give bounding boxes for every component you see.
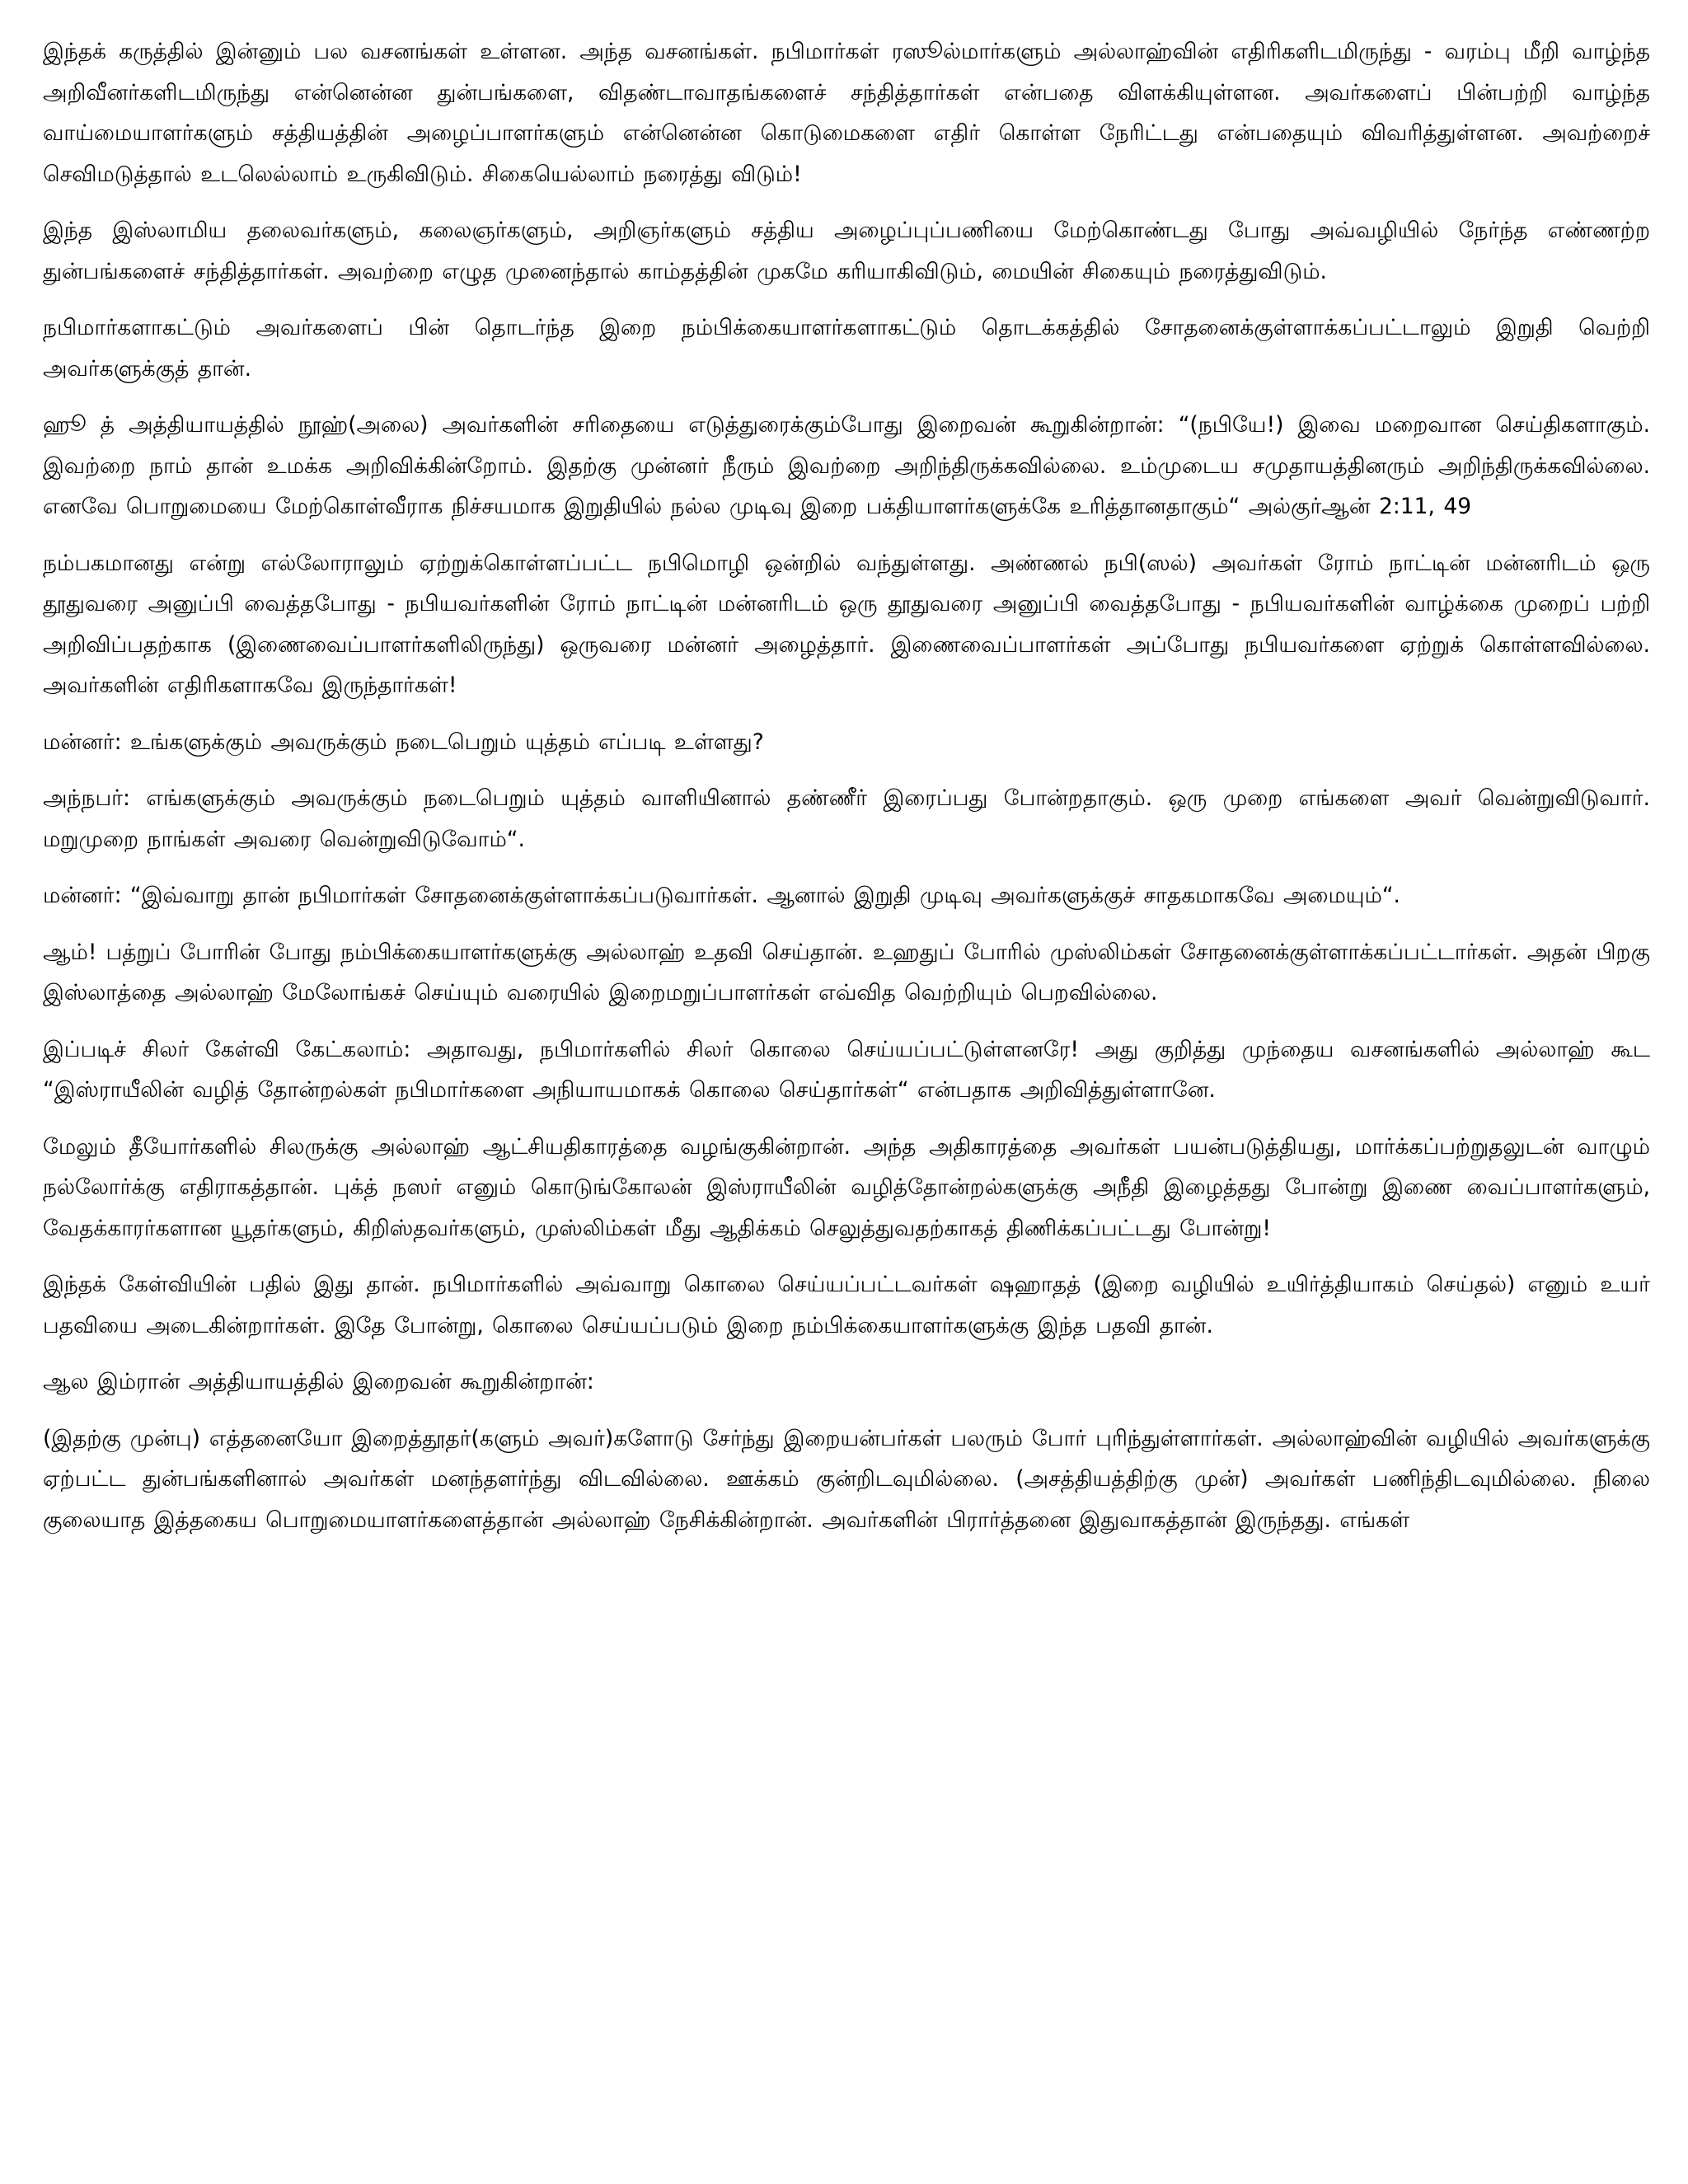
paragraph-3: நபிமார்களாகட்டும் அவர்களைப் பின் தொடர்ந்த இறை நம்பிக்கையாளர்களாகட்டும் தொடக்கத்தில் சோதனைக்குள்ளாக்கப்பட்டாலும் இறுதி வெற்றி அவர்களுக்குத் தான். [43,315,1650,382]
paragraph-5: நம்பகமானது என்று எல்லோராலும் ஏற்றுக்கொள்ளப்பட்ட நபிமொழி ஒன்றில் வந்துள்ளது. அண்ணல் நபி(ஸல்) அவர்கள் ரோம் நாட்டின் மன்னரிடம் ஒரு தூதுவரை அனுப்பி வைத்தபோது - நபியவர்களின் ரோம் நாட்டின் மன்னரிடம் ஒரு தூதுவரை அனுப்பி வைத்தபோது - நபியவர்களின் வாழ்க்கை முறைப் பற்றி அறிவிப்பதற்காக (இணைவைப்பாளர்களிலிருந்து) ஒருவரை மன்னர் அழைத்தார். இணைவைப்பாளர்கள் அப்போது நபியவர்களை ஏற்றுக் கொள்ளவில்லை. அவர்களின் எதிரிகளாகவே இருந்தார்கள்! [43,550,1650,698]
paragraph-1: இந்தக் கருத்தில் இன்னும் பல வசனங்கள் உள்ளன. அந்த வசனங்கள். நபிமார்கள் ரஸூல்மார்களும் அல்லாஹ்வின் எதிரிகளிடமிருந்து - வரம்பு மீறி வாழ்ந்த அறிவீனர்களிடமிருந்து என்னென்ன துன்பங்களை, விதண்டாவாதங்களைச் சந்தித்தார்கள் என்பதை விளக்கியுள்ளன. அவர்களைப் பின்பற்றி வாழ்ந்த வாய்மையாளர்களும் சத்தியத்தின் அழைப்பாளர்களும் என்னென்ன கொடுமைகளை எதிர் கொள்ள நேரிட்டது என்பதையும் விவரித்துள்ளன. அவற்றைச் செவிமடுத்தால் உடலெல்லாம் உருகிவிடும். சிகையெல்லாம் நரைத்து விடும்! [43,39,1650,187]
paragraph-13: ஆல இம்ரான் அத்தியாயத்தில் இறைவன் கூறுகின்றான்: [43,1369,594,1394]
paragraph-7: அந்நபர்: எங்களுக்கும் அவருக்கும் நடைபெறும் யுத்தம் வாளியினால் தண்ணீர் இரைப்பது போன்றதாகும். ஒரு முறை எங்களை அவர் வென்றுவிடுவார். மறுமுறை நாங்கள் அவரை வென்றுவிடுவோம்“. [43,785,1650,852]
paragraph-14: (இதற்கு முன்பு) எத்தனையோ இறைத்தூதர்(களும் அவர்)களோடு சேர்ந்து இறையன்பர்கள் பலரும் போர் புரிந்துள்ளார்கள். அல்லாஹ்வின் வழியில் அவர்களுக்கு ஏற்பட்ட துன்பங்களினால் அவர்கள் மனந்தளர்ந்து விடவில்லை. ஊக்கம் குன்றிடவுமில்லை. (அசத்தியத்திற்கு முன்) அவர்கள் பணிந்திடவுமில்லை. நிலை குலையாத இத்தகைய பொறுமையாளர்களைத்தான் அல்லாஹ் நேசிக்கின்றான். அவர்களின் பிரார்த்தனை இதுவாகத்தான் இருந்தது. எங்கள் [43,1425,1650,1533]
paragraph-2: இந்த இஸ்லாமிய தலைவர்களும், கலைஞர்களும், அறிஞர்களும் சத்திய அழைப்புப்பணியை மேற்கொண்டது போது அவ்வழியில் நேர்ந்த எண்ணற்ற துன்பங்களைச் சந்தித்தார்கள். அவற்றை எழுத முனைந்தால் காம்தத்தின் முகமே கரியாகிவிடும், மையின் சிகையும் நரைத்துவிடும். [43,218,1650,284]
paragraph-6: மன்னர்: உங்களுக்கும் அவருக்கும் நடைபெறும் யுத்தம் எப்படி உள்ளது? [43,729,764,755]
paragraph-9: ஆம்! பத்றுப் போரின் போது நம்பிக்கையாளர்களுக்கு அல்லாஹ் உதவி செய்தான். உஹதுப் போரில் முஸ்லிம்கள் சோதனைக்குள்ளாக்கப்பட்டார்கள். அதன் பிறகு இஸ்லாத்தை அல்லாஹ் மேலோங்கச் செய்யும் வரையில் இறைமறுப்பாளர்கள் எவ்வித வெற்றியும் பெறவில்லை. [43,939,1650,1005]
paragraph-4: ஹூ த் அத்தியாயத்தில் நூஹ்(அலை) அவர்களின் சரிதையை எடுத்துரைக்கும்போது இறைவன் கூறுகின்றான்: “(நபியே!) இவை மறைவான செய்திகளாகும். இவற்றை நாம் தான் உமக்க அறிவிக்கின்றோம். இதற்கு முன்னர் நீரும் இவற்றை அறிந்திருக்கவில்லை. உம்முடைய சமுதாயத்தினரும் அறிந்திருக்கவில்லை. எனவே பொறுமையை மேற்கொள்வீராக நிச்சயமாக இறுதியில் நல்ல முடிவு இறை பக்தியாளர்களுக்கே உரித்தானதாகும்“ அல்குர்ஆன் 2:11, 49 [43,412,1650,519]
paragraph-10: இப்படிச் சிலர் கேள்வி கேட்கலாம்: அதாவது, நபிமார்களில் சிலர் கொலை செய்யப்பட்டுள்ளனரே! அது குறித்து முந்தைய வசனங்களில் அல்லாஹ் கூட “இஸ்ராயீலின் வழித் தோன்றல்கள் நபிமார்களை அநியாயமாகக் கொலை செய்தார்கள்“ என்பதாக அறிவித்துள்ளானே. [43,1036,1650,1103]
paragraph-12: இந்தக் கேள்வியின் பதில் இது தான். நபிமார்களில் அவ்வாறு கொலை செய்யப்பட்டவர்கள் ஷஹாதத் (இறை வழியில் உயிர்த்தியாகம் செய்தல்) எனும் உயர் பதவியை அடைகின்றார்கள். இதே போன்று, கொலை செய்யப்படும் இறை நம்பிக்கையாளர்களுக்கு இந்த பதவி தான். [43,1272,1650,1338]
document-page [43,31,1650,1540]
paragraph-11: மேலும் தீயோர்களில் சிலருக்கு அல்லாஹ் ஆட்சியதிகாரத்தை வழங்குகின்றான். அந்த அதிகாரத்தை அவர்கள் பயன்படுத்தியது, மார்க்கப்பற்றுதலுடன் வாழும் நல்லோர்க்கு எதிராகத்தான். புக்த் நஸர் எனும் கொடுங்கோலன் இஸ்ராயீலின் வழித்தோன்றல்களுக்கு அநீதி இழைத்தது போன்று இணை வைப்பாளர்களும், வேதக்காரர்களான யூதர்களும், கிறிஸ்தவர்களும், முஸ்லிம்கள் மீது ஆதிக்கம் செலுத்துவதற்காகத் திணிக்கப்பட்டது போன்று! [43,1133,1650,1241]
paragraph-8: மன்னர்: “இவ்வாறு தான் நபிமார்கள் சோதனைக்குள்ளாக்கப்படுவார்கள். ஆனால் இறுதி முடிவு அவர்களுக்குச் சாதகமாகவே அமையும்“. [43,883,1400,908]
